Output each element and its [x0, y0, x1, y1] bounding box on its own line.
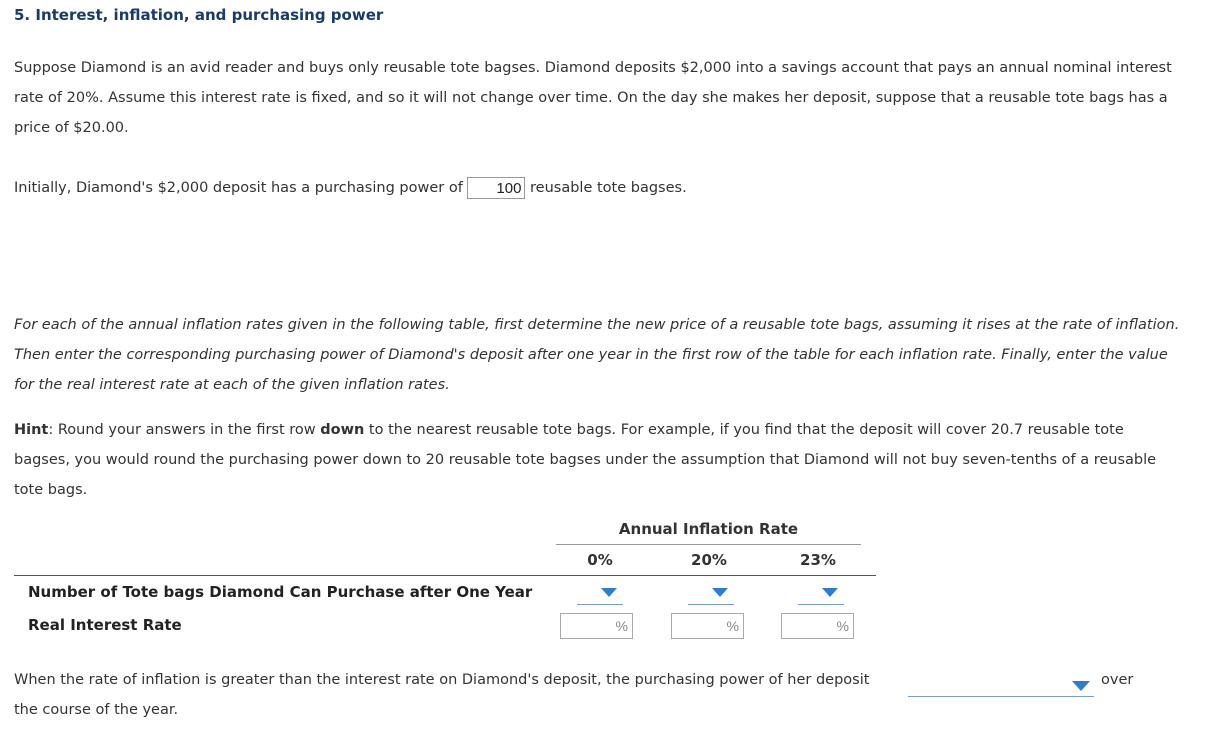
table-group-header: Annual Inflation Rate	[618, 520, 799, 538]
hint-label: Hint	[14, 422, 49, 438]
real-interest-input-0[interactable]: %	[560, 613, 633, 639]
bottom-line-2-text: the course of the year.	[14, 702, 179, 718]
initial-purchasing-power-input[interactable]: 100	[467, 177, 525, 199]
chevron-down-icon	[601, 588, 617, 597]
tote-bags-dropdown-23[interactable]	[798, 584, 844, 605]
row-label-tote-bags: Number of Tote bags Diamond Can Purchase after One Year	[28, 583, 533, 601]
chevron-down-icon	[712, 588, 728, 597]
hint-text-2: to the nearest reusable tote bags. For example, if you find that the deposit will cover 20.7 reusable tote bagses, you would round the purchasing power down to 20 reusable tote bagses under the assumption that Diamond will not buy seven-tenths of a reusable tote bags.	[14, 422, 1157, 498]
instructions-paragraph: For each of the annual inflation rates given in the following table, first determine the new price of a reusable tote bags, assuming it rises at the rate of inflation. Then enter the corresponding purchasing power of Diamond's deposit after one year in the first row of the table for each inflation rate. Finally, enter the value for the real interest rate at each of the given inflation rates.	[14, 317, 1180, 393]
question-title: 5. Interest, inflation, and purchasing power	[14, 6, 384, 24]
hint-bold-down: down	[320, 422, 365, 438]
hint-paragraph	[14, 415, 1184, 505]
initial-purchasing-power	[14, 173, 1184, 203]
inflation-table	[14, 520, 876, 650]
real-interest-input-20[interactable]: %	[671, 613, 744, 639]
initial-text-after: reusable tote bagses.	[530, 180, 687, 196]
column-header-23: 23%	[800, 551, 836, 569]
bottom-over-word: over	[1101, 672, 1134, 688]
purchasing-power-change-dropdown[interactable]	[908, 677, 1094, 697]
table-header-divider	[14, 575, 876, 576]
initial-text-before: Initially, Diamond's $2,000 deposit has a purchasing power of	[14, 180, 463, 196]
column-header-20: 20%	[691, 551, 727, 569]
tote-bags-dropdown-0[interactable]	[577, 584, 623, 605]
intro-paragraph: Suppose Diamond is an avid reader and buys only reusable tote bagses. Diamond deposits $2,000 into a savings account that pays an annual nominal interest rate of 20%. Assume this interest rate is fixed, and so it will not change over time. On the day she makes her deposit, suppose that a reusable tote bags has a price of $20.00.	[14, 60, 1172, 136]
real-interest-input-23[interactable]: %	[781, 613, 854, 639]
column-header-0: 0%	[587, 551, 613, 569]
chevron-down-icon	[822, 588, 838, 597]
group-header-divider	[556, 544, 861, 545]
row-label-real-interest: Real Interest Rate	[28, 616, 182, 634]
bottom-line-1-text: When the rate of inflation is greater than the interest rate on Diamond's deposit, the purchasing power of her deposit	[14, 672, 870, 688]
chevron-down-icon	[1072, 681, 1090, 691]
tote-bags-dropdown-20[interactable]	[688, 584, 734, 605]
hint-text-1: : Round your answers in the first row	[48, 422, 321, 438]
